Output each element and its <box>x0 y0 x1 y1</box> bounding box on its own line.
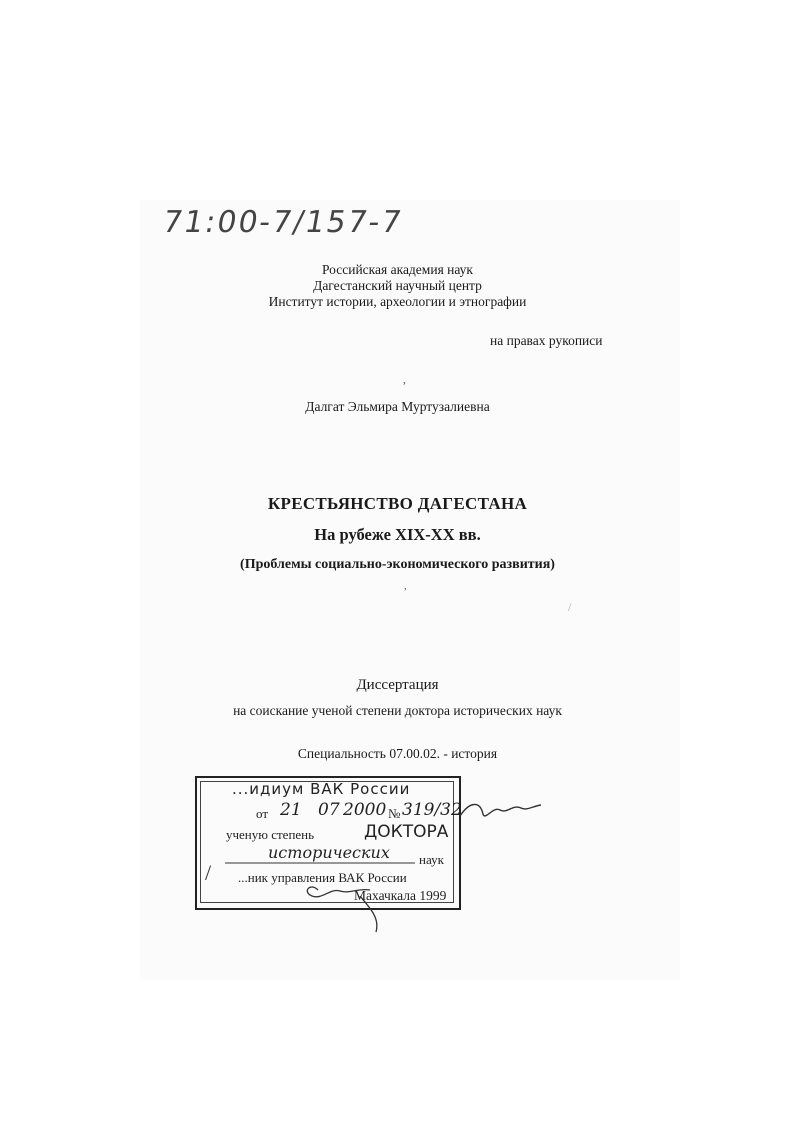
stamp-signatory: ...ник управления ВАК России <box>238 870 407 885</box>
stamp-decision-prefix: от <box>256 806 269 821</box>
thesis-subtitle-period: На рубеже XIX-XX вв. <box>314 525 481 544</box>
stamp-decision-day: 21 <box>280 800 302 820</box>
institution-institute: Институт истории, археологии и этнографии <box>268 294 527 309</box>
scan-speck: / <box>568 600 572 614</box>
stamp-signature <box>300 878 410 938</box>
stamp-stroke-mark: / <box>205 860 212 885</box>
stamp-decision-number: 319/32 <box>402 800 462 820</box>
stamp-decision-year: 2000 <box>343 800 387 820</box>
stamp-field-handwritten: исторических <box>268 843 390 862</box>
city-year: Махачкала 1999 <box>354 888 447 903</box>
degree-line: на соискание ученой степени доктора исторических наук <box>233 703 562 718</box>
stamp-degree: ДОКТОРА <box>364 822 449 842</box>
scan-speck: , <box>403 372 406 386</box>
thesis-title: КРЕСТЬЯНСТВО ДАГЕСТАНА <box>267 494 528 513</box>
stamp-decision-month: 07 <box>318 800 340 820</box>
thesis-subtitle-topic: (Проблемы социально-экономического развития) <box>240 557 555 572</box>
archive-number: 71:00-7/157-7 <box>159 205 406 240</box>
stamp-field-suffix: наук <box>419 852 444 867</box>
official-signature <box>455 796 545 826</box>
stamp-number-label: № <box>388 806 401 821</box>
stamp-awarded-prefix: ученую степень <box>226 827 315 842</box>
institution-academy: Российская академия наук <box>321 262 473 277</box>
author-name: Далгат Эльмира Муртузалиевна <box>305 399 490 414</box>
stamp-header: ...идиум ВАК России <box>232 780 411 798</box>
institution-center: Дагестанский научный центр <box>313 278 482 293</box>
work-type: Диссертация <box>356 677 439 693</box>
scan-speck: , <box>404 580 407 592</box>
manuscript-note: на правах рукописи <box>490 333 603 348</box>
specialty-line: Специальность 07.00.02. - история <box>297 746 498 761</box>
